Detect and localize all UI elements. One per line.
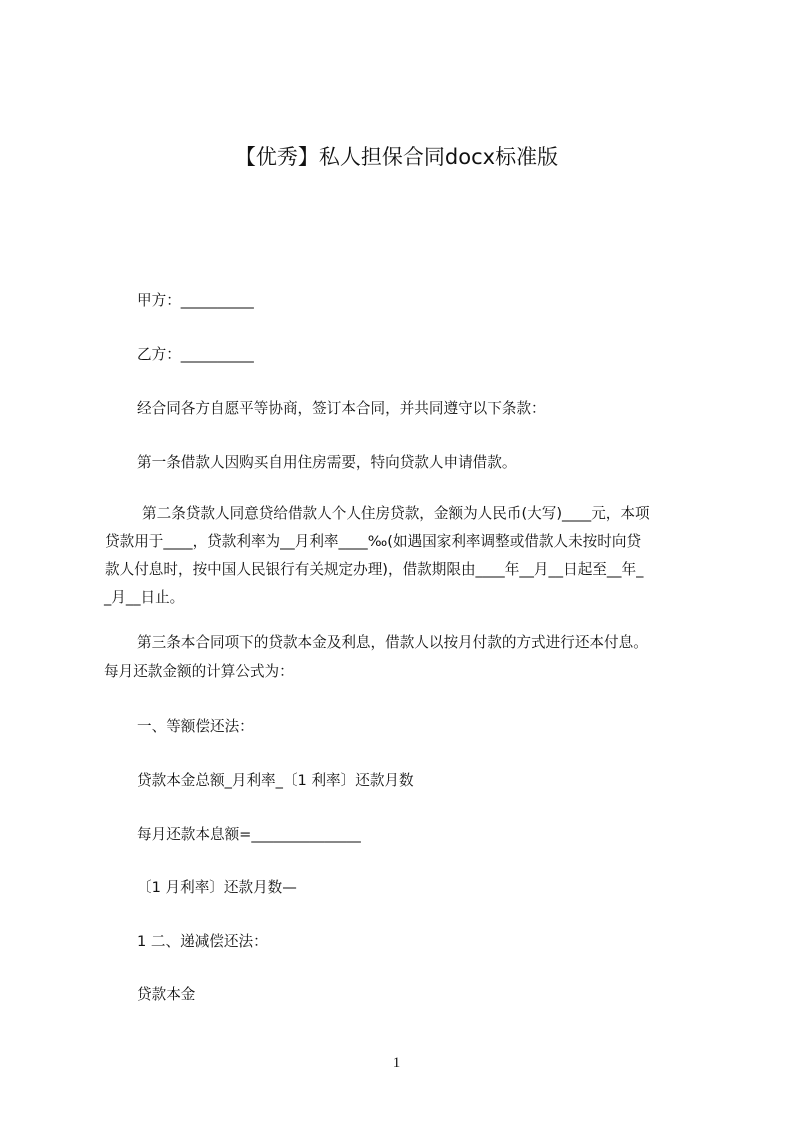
page-number: 1: [392, 1055, 401, 1071]
method-1-heading: 一、等额偿还法：: [137, 718, 254, 735]
document-title: 【优秀】私人担保合同docx标准版: [234, 145, 559, 169]
article-2-line: _月__日止。: [104, 589, 185, 606]
article-2-line: 贷款用于____，贷款利率为__月利率____‰(如遇国家利率调整或借款人未按时向贷: [105, 533, 642, 550]
article-3-line: 第三条本合同项下的贷款本金及利息，借款人以按月付款的方式进行还本付息。: [137, 634, 648, 651]
formula-line: 〔1 月利率〕还款月数—: [137, 879, 297, 896]
article-3-line: 每月还款金额的计算公式为：: [104, 663, 294, 680]
article-2-line: 第二条贷款人同意贷给借款人个人住房贷款，金额为人民币(大写)____元，本项: [142, 505, 650, 522]
method-2-heading: 1 二、递减偿还法：: [137, 933, 268, 950]
intro-paragraph: 经合同各方自愿平等协商，签订本合同，并共同遵守以下条款：: [137, 400, 546, 417]
formula-line: 贷款本金: [137, 986, 196, 1003]
party-a-line: 甲方：__________: [137, 292, 254, 309]
article-1: 第一条借款人因购买自用住房需要，特向贷款人申请借款。: [137, 454, 517, 471]
party-b-line: 乙方：__________: [137, 346, 254, 363]
formula-line: 贷款本金总额_月利率_〔1 利率〕还款月数: [137, 772, 414, 789]
formula-line: 每月还款本息额=_______________: [137, 826, 361, 843]
article-2-line: 款人付息时，按中国人民银行有关规定办理)，借款期限由____年__月__日起至__年_: [105, 561, 644, 578]
